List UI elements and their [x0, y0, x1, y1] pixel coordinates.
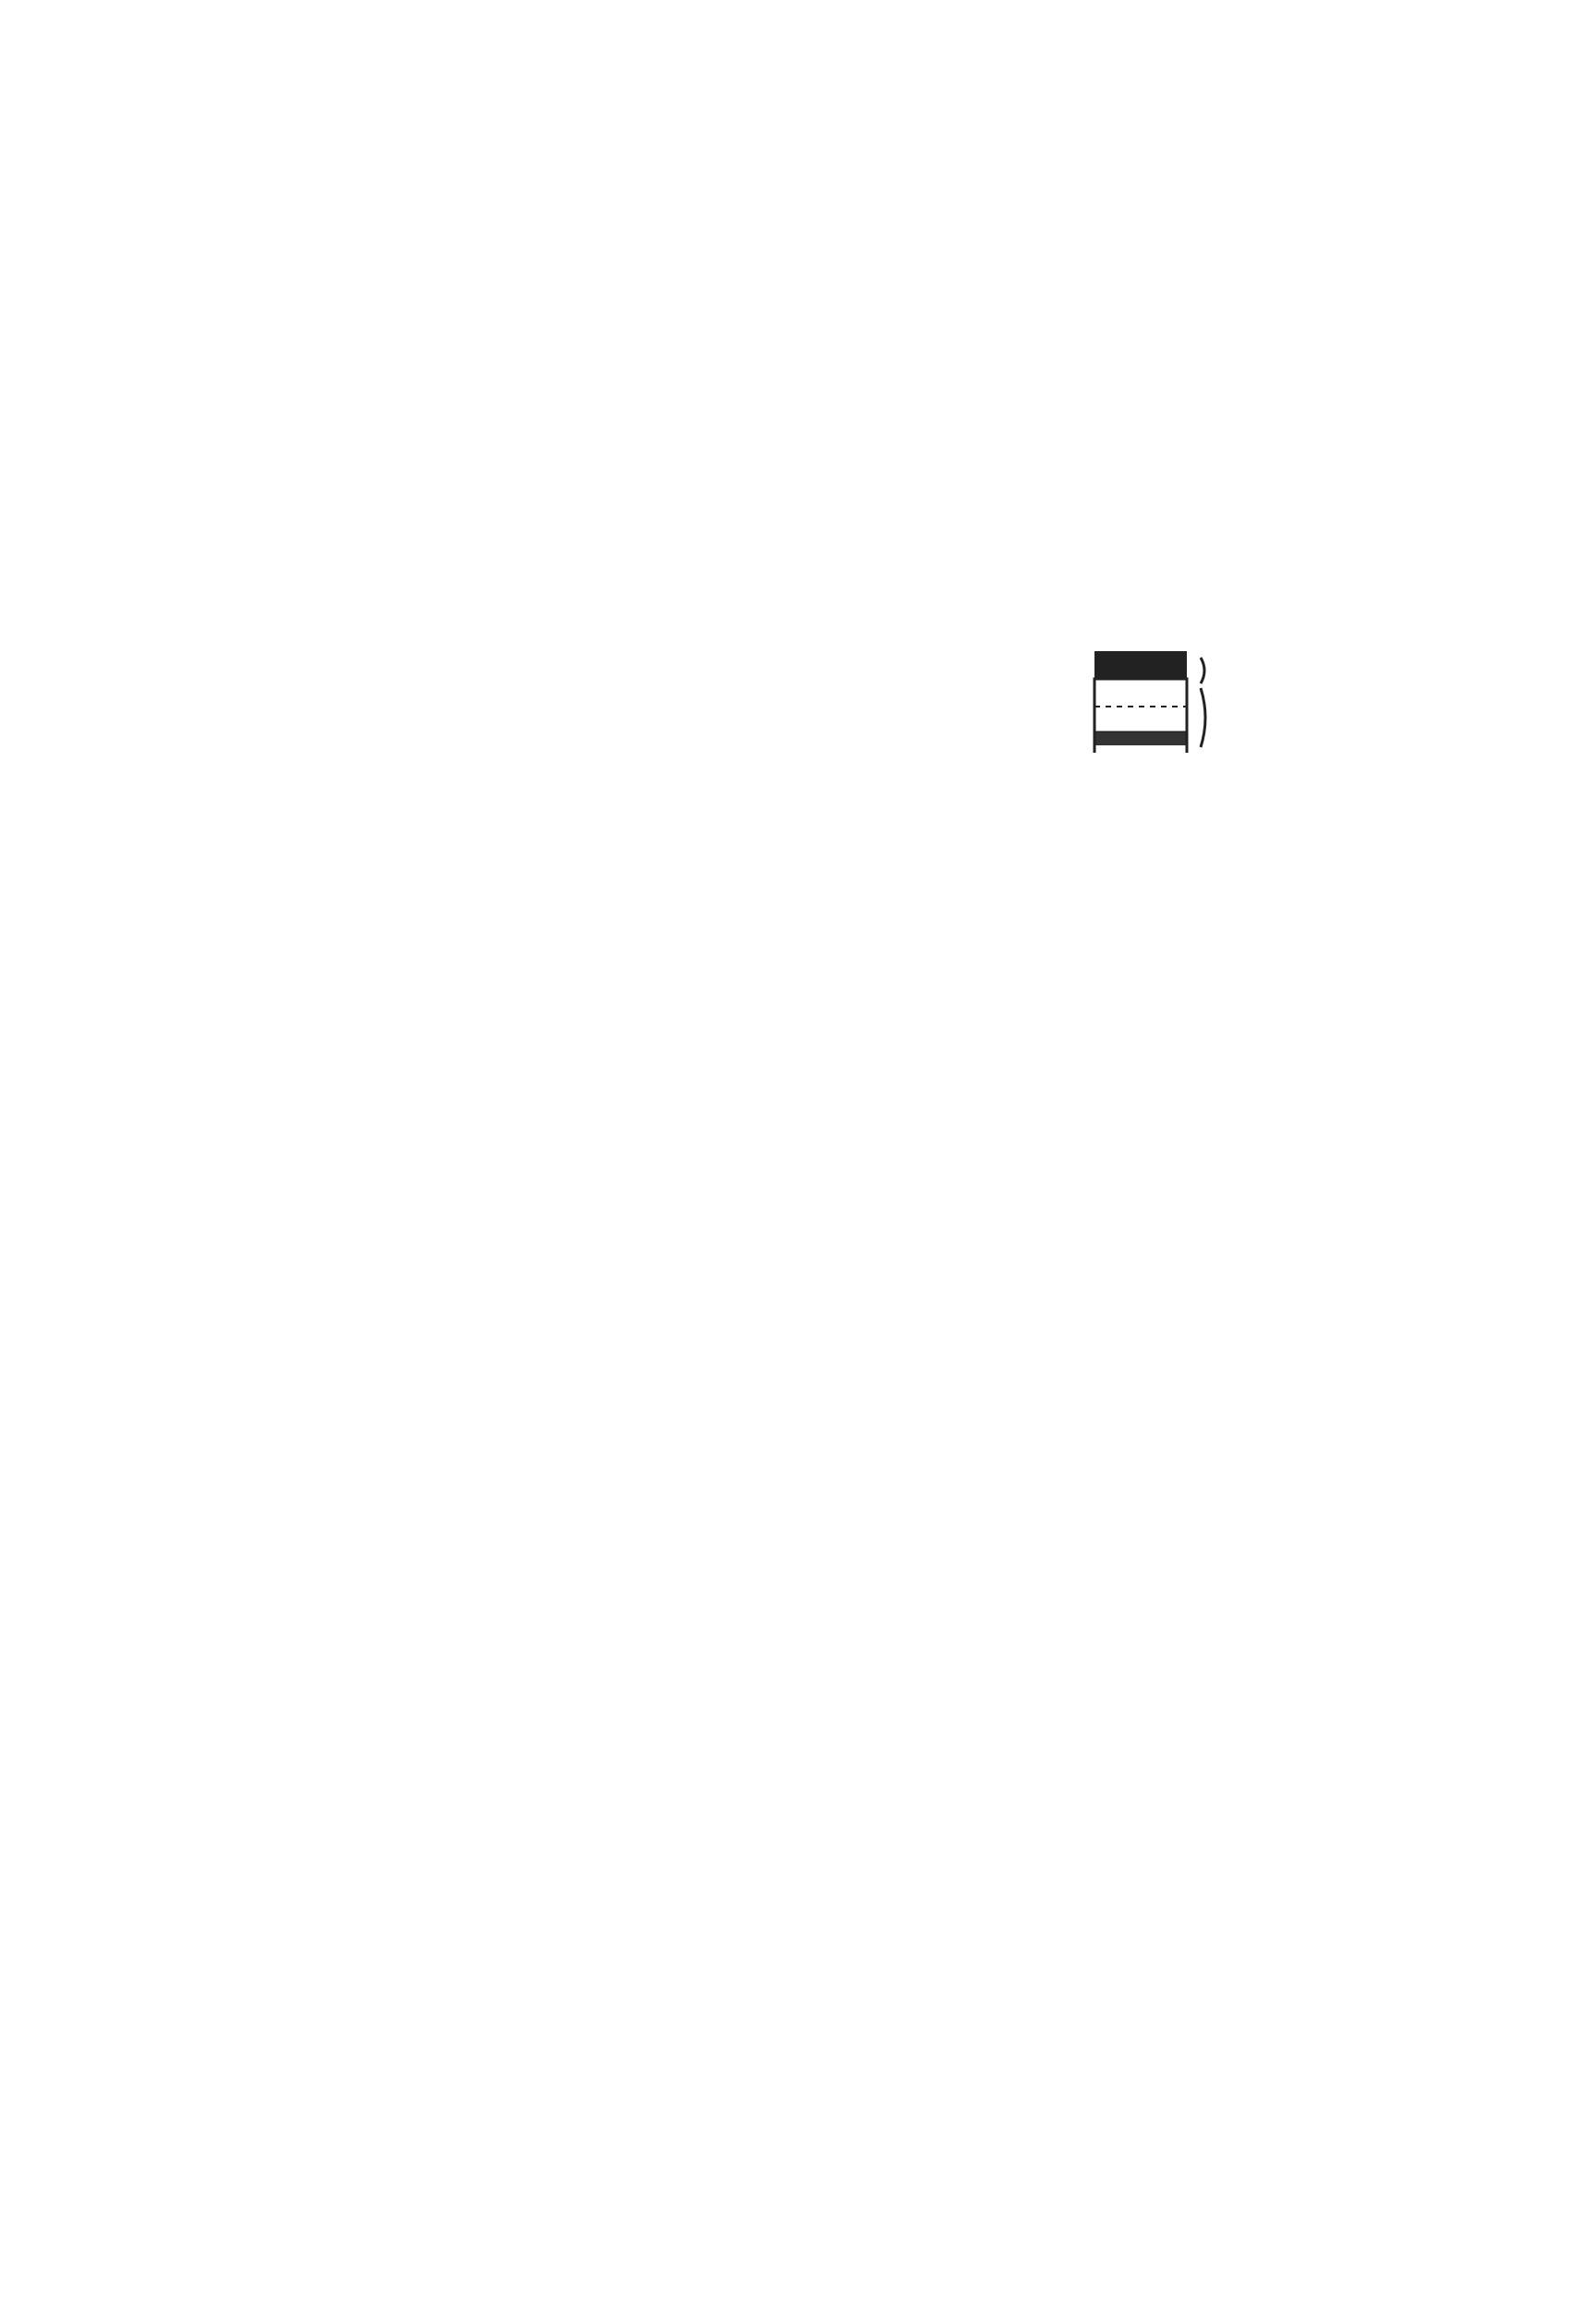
layer-schematic-icon — [1094, 651, 1205, 753]
